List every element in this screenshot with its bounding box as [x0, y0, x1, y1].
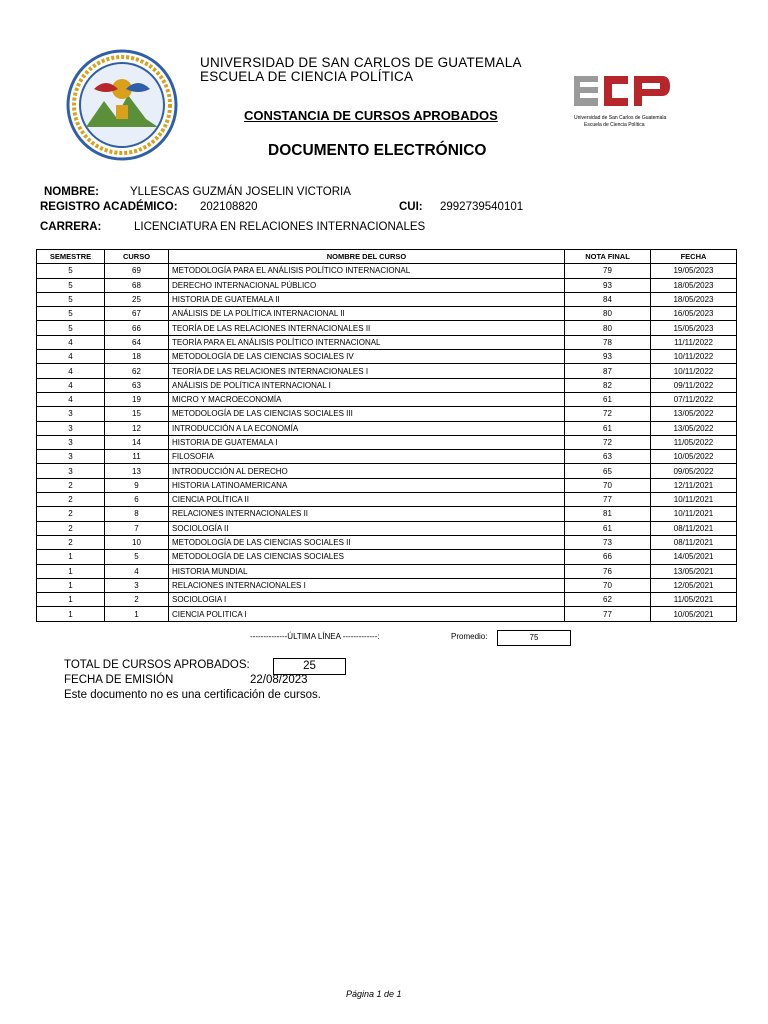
cell-semestre: 4	[37, 350, 105, 364]
cell-fecha: 08/11/2021	[651, 535, 737, 549]
cell-semestre: 2	[37, 521, 105, 535]
table-row	[37, 521, 737, 535]
cell-curso: 4	[105, 564, 169, 578]
cell-semestre: 1	[37, 564, 105, 578]
cell-semestre: 2	[37, 493, 105, 507]
cell-nombre: TEORÍA DE LAS RELACIONES INTERNACIONALES II	[169, 321, 565, 335]
cell-curso: 67	[105, 307, 169, 321]
cell-nombre: RELACIONES INTERNACIONALES I	[169, 578, 565, 592]
cui-value: 2992739540101	[440, 201, 524, 213]
cell-semestre: 4	[37, 392, 105, 406]
cell-nota: 61	[565, 421, 651, 435]
table-row	[37, 392, 737, 406]
cell-fecha: 09/05/2022	[651, 464, 737, 478]
table-row	[37, 350, 737, 364]
cui-label: CUI:	[399, 201, 423, 213]
cell-curso: 62	[105, 364, 169, 378]
cell-fecha: 18/05/2023	[651, 278, 737, 292]
cell-nombre: HISTORIA LATINOAMERICANA	[169, 478, 565, 492]
cell-fecha: 13/05/2022	[651, 407, 737, 421]
table-row	[37, 378, 737, 392]
table-row	[37, 435, 737, 449]
fecha-label: FECHA DE EMISIÓN	[64, 674, 174, 686]
cell-curso: 69	[105, 264, 169, 278]
cell-nombre: ANÁLISIS DE POLÍTICA INTERNACIONAL I	[169, 378, 565, 392]
cell-semestre: 2	[37, 535, 105, 549]
cell-fecha: 12/11/2021	[651, 478, 737, 492]
cell-nota: 87	[565, 364, 651, 378]
university-seal-logo	[66, 49, 178, 161]
cell-nota: 72	[565, 435, 651, 449]
cell-nombre: METODOLOGÍA PARA EL ANÁLISIS POLÍTICO INTERNACIONAL	[169, 264, 565, 278]
nombre-label: NOMBRE:	[44, 186, 99, 198]
cell-nombre: SOCIOLOGÍA II	[169, 521, 565, 535]
cell-nota: 77	[565, 493, 651, 507]
cell-fecha: 19/05/2023	[651, 264, 737, 278]
page-number: Página 1 de 1	[346, 989, 402, 999]
col-header-fecha: FECHA	[651, 250, 737, 264]
fecha-value: 22/08/2023	[250, 674, 308, 686]
carrera-label: CARRERA:	[40, 221, 102, 233]
cell-nombre: ANÁLISIS DE LA POLÍTICA INTERNACIONAL II	[169, 307, 565, 321]
ultima-linea: --------------ÚLTIMA LÍNEA -------------:	[250, 632, 380, 641]
school-name: ESCUELA DE CIENCIA POLÍTICA	[200, 69, 414, 84]
cell-nota: 66	[565, 550, 651, 564]
cell-nombre: INTRODUCCIÓN A LA ECONOMÍA	[169, 421, 565, 435]
col-header-curso: CURSO	[105, 250, 169, 264]
cell-semestre: 1	[37, 593, 105, 607]
table-row	[37, 335, 737, 349]
cell-semestre: 5	[37, 278, 105, 292]
ecp-logo-sub2: Escuela de Ciencia Política	[584, 122, 645, 128]
cell-nombre: TEORÍA DE LAS RELACIONES INTERNACIONALES I	[169, 364, 565, 378]
cell-curso: 15	[105, 407, 169, 421]
cell-nota: 62	[565, 593, 651, 607]
cell-nota: 78	[565, 335, 651, 349]
col-header-nombre: NOMBRE DEL CURSO	[169, 250, 565, 264]
cell-semestre: 5	[37, 307, 105, 321]
cell-curso: 3	[105, 578, 169, 592]
cell-semestre: 2	[37, 507, 105, 521]
cell-fecha: 14/05/2021	[651, 550, 737, 564]
university-name: UNIVERSIDAD DE SAN CARLOS DE GUATEMALA	[200, 55, 522, 70]
cell-curso: 10	[105, 535, 169, 549]
table-row	[37, 550, 737, 564]
cell-curso: 12	[105, 421, 169, 435]
courses-table	[36, 249, 737, 622]
cell-nombre: TEORÍA PARA EL ANÁLISIS POLÍTICO INTERNACIONAL	[169, 335, 565, 349]
cell-curso: 14	[105, 435, 169, 449]
table-row	[37, 421, 737, 435]
table-header-row	[37, 250, 737, 264]
promedio-label: Promedio:	[451, 632, 488, 641]
cell-semestre: 1	[37, 607, 105, 621]
cell-nota: 61	[565, 521, 651, 535]
cell-nombre: INTRODUCCIÓN AL DERECHO	[169, 464, 565, 478]
cell-semestre: 3	[37, 407, 105, 421]
table-row	[37, 321, 737, 335]
table-row	[37, 278, 737, 292]
cell-nota: 72	[565, 407, 651, 421]
cell-semestre: 1	[37, 578, 105, 592]
cell-semestre: 5	[37, 292, 105, 306]
col-header-semestre: SEMESTRE	[37, 250, 105, 264]
cell-semestre: 3	[37, 421, 105, 435]
table-row	[37, 307, 737, 321]
cell-semestre: 3	[37, 464, 105, 478]
cell-semestre: 4	[37, 364, 105, 378]
cell-curso: 19	[105, 392, 169, 406]
cell-nota: 70	[565, 478, 651, 492]
total-label: TOTAL DE CURSOS APROBADOS:	[64, 659, 250, 671]
cell-nota: 80	[565, 307, 651, 321]
cell-nombre: SOCIOLOGIA I	[169, 593, 565, 607]
col-header-nota: NOTA FINAL	[565, 250, 651, 264]
cell-nota: 61	[565, 392, 651, 406]
total-value: 25	[273, 658, 346, 675]
cell-fecha: 09/11/2022	[651, 378, 737, 392]
cell-nota: 77	[565, 607, 651, 621]
cell-fecha: 10/11/2022	[651, 364, 737, 378]
cell-nombre: METODOLOGÍA DE LAS CIENCIAS SOCIALES	[169, 550, 565, 564]
cell-fecha: 07/11/2022	[651, 392, 737, 406]
table-row	[37, 593, 737, 607]
cell-nota: 84	[565, 292, 651, 306]
cell-nota: 93	[565, 278, 651, 292]
registro-value: 202108820	[200, 201, 258, 213]
table-row	[37, 292, 737, 306]
cell-fecha: 10/05/2022	[651, 450, 737, 464]
title-documento: DOCUMENTO ELECTRÓNICO	[268, 142, 487, 159]
cell-semestre: 3	[37, 450, 105, 464]
cell-nota: 81	[565, 507, 651, 521]
cell-curso: 6	[105, 493, 169, 507]
cell-nota: 70	[565, 578, 651, 592]
cell-nombre: METODOLOGÍA DE LAS CIENCIAS SOCIALES IV	[169, 350, 565, 364]
cell-fecha: 15/05/2023	[651, 321, 737, 335]
ecp-logo-sub1: Universidad de San Carlos de Guatemala	[574, 115, 667, 121]
cell-fecha: 12/05/2021	[651, 578, 737, 592]
cell-curso: 1	[105, 607, 169, 621]
nombre-value: YLLESCAS GUZMÁN JOSELIN VICTORIA	[130, 186, 351, 198]
institution-header	[200, 56, 522, 84]
cell-fecha: 08/11/2021	[651, 521, 737, 535]
ecp-logo	[570, 74, 674, 134]
cell-nombre: RELACIONES INTERNACIONALES II	[169, 507, 565, 521]
table-row	[37, 493, 737, 507]
cell-nota: 93	[565, 350, 651, 364]
cell-curso: 9	[105, 478, 169, 492]
cell-nombre: METODOLOGÍA DE LAS CIENCIAS SOCIALES II	[169, 535, 565, 549]
table-row	[37, 507, 737, 521]
table-row	[37, 564, 737, 578]
table-body	[37, 264, 737, 621]
cell-fecha: 11/11/2022	[651, 335, 737, 349]
cell-fecha: 10/11/2021	[651, 493, 737, 507]
cell-semestre: 5	[37, 264, 105, 278]
cell-nombre: MICRO Y MACROECONOMÍA	[169, 392, 565, 406]
cell-fecha: 13/05/2022	[651, 421, 737, 435]
cell-curso: 18	[105, 350, 169, 364]
cell-semestre: 4	[37, 378, 105, 392]
cell-nota: 76	[565, 564, 651, 578]
cell-nota: 65	[565, 464, 651, 478]
cell-nombre: CIENCIA POLITICA I	[169, 607, 565, 621]
cell-nota: 80	[565, 321, 651, 335]
cell-nota: 79	[565, 264, 651, 278]
cell-curso: 64	[105, 335, 169, 349]
cell-curso: 66	[105, 321, 169, 335]
cell-nombre: METODOLOGÍA DE LAS CIENCIAS SOCIALES III	[169, 407, 565, 421]
cell-curso: 8	[105, 507, 169, 521]
cell-semestre: 4	[37, 335, 105, 349]
cell-nombre: HISTORIA DE GUATEMALA I	[169, 435, 565, 449]
cell-fecha: 13/05/2021	[651, 564, 737, 578]
table-row	[37, 478, 737, 492]
cell-semestre: 1	[37, 550, 105, 564]
cell-fecha: 10/11/2022	[651, 350, 737, 364]
cell-nombre: HISTORIA DE GUATEMALA II	[169, 292, 565, 306]
cell-fecha: 10/11/2021	[651, 507, 737, 521]
cell-fecha: 11/05/2022	[651, 435, 737, 449]
cell-semestre: 5	[37, 321, 105, 335]
cell-nombre: HISTORIA MUNDIAL	[169, 564, 565, 578]
table-row	[37, 578, 737, 592]
cell-nota: 82	[565, 378, 651, 392]
cell-nota: 63	[565, 450, 651, 464]
cell-curso: 7	[105, 521, 169, 535]
table-row	[37, 407, 737, 421]
cell-fecha: 10/05/2021	[651, 607, 737, 621]
table-row	[37, 450, 737, 464]
table-row	[37, 535, 737, 549]
cell-nombre: FILOSOFIA	[169, 450, 565, 464]
cell-curso: 11	[105, 450, 169, 464]
cell-nombre: CIENCIA POLÍTICA II	[169, 493, 565, 507]
disclaimer: Este documento no es una certificación de cursos.	[64, 689, 321, 701]
cell-nombre: DERECHO INTERNACIONAL PÚBLICO	[169, 278, 565, 292]
cell-semestre: 2	[37, 478, 105, 492]
registro-label: REGISTRO ACADÉMICO:	[40, 201, 178, 213]
cell-curso: 13	[105, 464, 169, 478]
table-row	[37, 264, 737, 278]
cell-fecha: 18/05/2023	[651, 292, 737, 306]
cell-fecha: 11/05/2021	[651, 593, 737, 607]
table-row	[37, 364, 737, 378]
cell-semestre: 3	[37, 435, 105, 449]
cell-curso: 68	[105, 278, 169, 292]
table-row	[37, 464, 737, 478]
table-row	[37, 607, 737, 621]
cell-curso: 25	[105, 292, 169, 306]
cell-fecha: 16/05/2023	[651, 307, 737, 321]
cell-curso: 2	[105, 593, 169, 607]
cell-nota: 73	[565, 535, 651, 549]
title-constancia: CONSTANCIA DE CURSOS APROBADOS	[244, 108, 498, 123]
promedio-value: 75	[497, 630, 571, 646]
carrera-value: LICENCIATURA EN RELACIONES INTERNACIONALES	[134, 221, 426, 233]
cell-curso: 63	[105, 378, 169, 392]
cell-curso: 5	[105, 550, 169, 564]
